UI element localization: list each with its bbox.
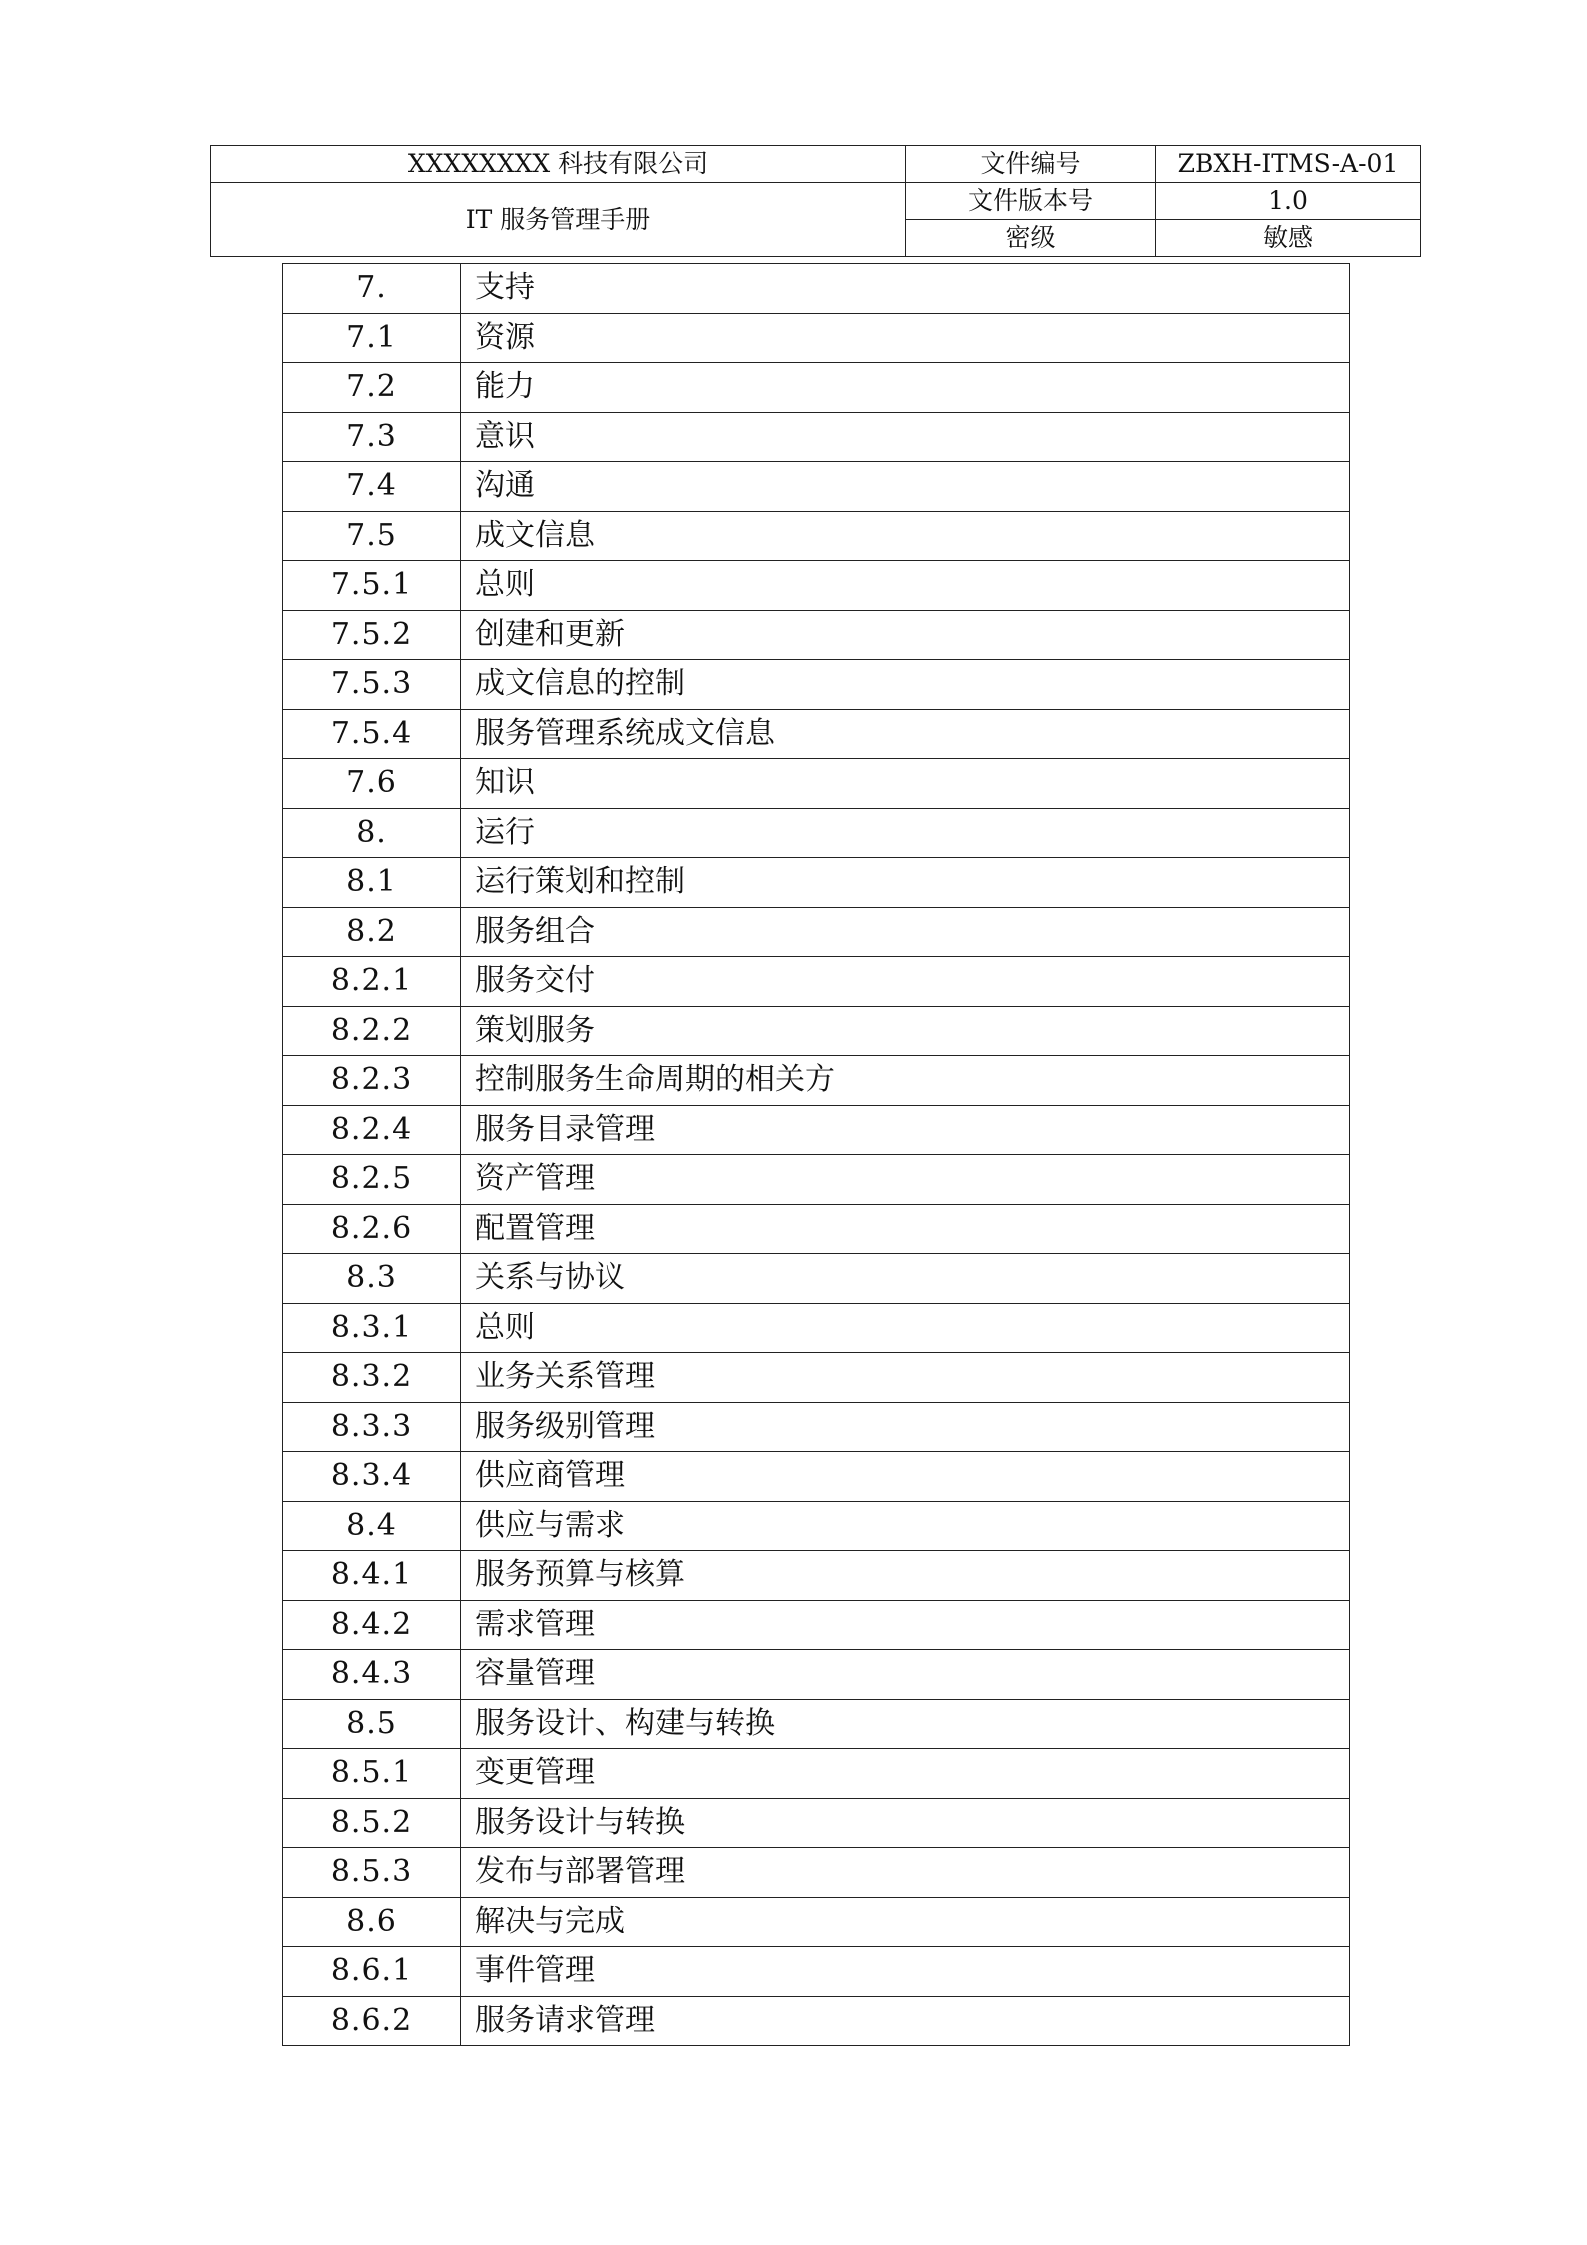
toc-row — [283, 1897, 1350, 1947]
toc-section-number: 8.2.5 — [283, 1155, 461, 1205]
toc-row — [283, 907, 1350, 957]
toc-row — [283, 1650, 1350, 1700]
toc-row — [283, 660, 1350, 710]
toc-row — [283, 808, 1350, 858]
toc-section-number: 7.3 — [283, 412, 461, 462]
toc-row — [283, 313, 1350, 363]
toc-section-title: 成文信息 — [461, 511, 1350, 561]
toc-section-number: 8.4.1 — [283, 1551, 461, 1601]
toc-section-title: 资源 — [461, 313, 1350, 363]
toc-section-number: 8.4.2 — [283, 1600, 461, 1650]
toc-section-number: 8.3.3 — [283, 1402, 461, 1452]
toc-row — [283, 1006, 1350, 1056]
toc-section-number: 7.5.4 — [283, 709, 461, 759]
toc-row — [283, 1600, 1350, 1650]
toc-section-number: 8.2 — [283, 907, 461, 957]
toc-section-number: 8.4.3 — [283, 1650, 461, 1700]
toc-row — [283, 1749, 1350, 1799]
toc-section-number: 7.5.3 — [283, 660, 461, 710]
toc-section-title: 容量管理 — [461, 1650, 1350, 1700]
toc-section-number: 8.5 — [283, 1699, 461, 1749]
toc-row — [283, 610, 1350, 660]
toc-table — [282, 263, 1350, 2046]
toc-section-title: 创建和更新 — [461, 610, 1350, 660]
toc-body — [283, 264, 1350, 2046]
toc-section-title: 事件管理 — [461, 1947, 1350, 1997]
toc-section-number: 7.2 — [283, 363, 461, 413]
toc-section-number: 8.2.1 — [283, 957, 461, 1007]
toc-row — [283, 957, 1350, 1007]
toc-row — [283, 1848, 1350, 1898]
toc-section-title: 控制服务生命周期的相关方 — [461, 1056, 1350, 1106]
toc-section-title: 服务请求管理 — [461, 1996, 1350, 2046]
toc-row — [283, 1155, 1350, 1205]
toc-row — [283, 1353, 1350, 1403]
toc-row — [283, 1501, 1350, 1551]
toc-section-title: 资产管理 — [461, 1155, 1350, 1205]
toc-row — [283, 858, 1350, 908]
toc-row — [283, 1947, 1350, 1997]
toc-section-number: 8.5.2 — [283, 1798, 461, 1848]
toc-section-title: 配置管理 — [461, 1204, 1350, 1254]
toc-section-number: 8.2.3 — [283, 1056, 461, 1106]
manual-title: IT 服务管理手册 — [211, 183, 906, 257]
toc-section-title: 供应商管理 — [461, 1452, 1350, 1502]
toc-section-title: 总则 — [461, 561, 1350, 611]
toc-section-number: 7.5.1 — [283, 561, 461, 611]
toc-section-title: 策划服务 — [461, 1006, 1350, 1056]
toc-section-title: 服务预算与核算 — [461, 1551, 1350, 1601]
toc-section-title: 服务设计与转换 — [461, 1798, 1350, 1848]
toc-section-title: 服务组合 — [461, 907, 1350, 957]
toc-section-title: 能力 — [461, 363, 1350, 413]
company-name: XXXXXXXX 科技有限公司 — [211, 146, 906, 183]
toc-section-number: 8.6.2 — [283, 1996, 461, 2046]
doc-number-label: 文件编号 — [906, 146, 1156, 183]
toc-section-title: 服务设计、构建与转换 — [461, 1699, 1350, 1749]
toc-section-number: 7.5.2 — [283, 610, 461, 660]
toc-section-title: 服务管理系统成文信息 — [461, 709, 1350, 759]
toc-section-number: 7.6 — [283, 759, 461, 809]
toc-row — [283, 1105, 1350, 1155]
toc-row — [283, 1452, 1350, 1502]
toc-section-number: 8.3.2 — [283, 1353, 461, 1403]
toc-row — [283, 1699, 1350, 1749]
toc-section-title: 服务级别管理 — [461, 1402, 1350, 1452]
toc-row — [283, 1551, 1350, 1601]
toc-section-number: 7.1 — [283, 313, 461, 363]
toc-section-title: 知识 — [461, 759, 1350, 809]
toc-section-title: 变更管理 — [461, 1749, 1350, 1799]
toc-section-title: 解决与完成 — [461, 1897, 1350, 1947]
toc-section-title: 运行策划和控制 — [461, 858, 1350, 908]
toc-section-title: 发布与部署管理 — [461, 1848, 1350, 1898]
toc-section-title: 关系与协议 — [461, 1254, 1350, 1304]
toc-row — [283, 1056, 1350, 1106]
document-header — [210, 145, 1421, 257]
toc-section-number: 8.4 — [283, 1501, 461, 1551]
toc-row — [283, 412, 1350, 462]
toc-section-number: 8.5.1 — [283, 1749, 461, 1799]
toc-section-title: 服务交付 — [461, 957, 1350, 1007]
toc-row — [283, 1402, 1350, 1452]
toc-section-title: 运行 — [461, 808, 1350, 858]
toc-section-title: 意识 — [461, 412, 1350, 462]
toc-section-number: 7.4 — [283, 462, 461, 512]
toc-row — [283, 264, 1350, 314]
toc-section-number: 8.3.1 — [283, 1303, 461, 1353]
toc-section-title: 供应与需求 — [461, 1501, 1350, 1551]
toc-row — [283, 1254, 1350, 1304]
toc-row — [283, 1303, 1350, 1353]
toc-row — [283, 462, 1350, 512]
toc-section-number: 8.2.6 — [283, 1204, 461, 1254]
toc-section-number: 7.5 — [283, 511, 461, 561]
toc-section-number: 8.5.3 — [283, 1848, 461, 1898]
toc-row — [283, 1996, 1350, 2046]
toc-row — [283, 561, 1350, 611]
toc-section-number: 8.3 — [283, 1254, 461, 1304]
toc-section-title: 业务关系管理 — [461, 1353, 1350, 1403]
toc-section-number: 8.2.2 — [283, 1006, 461, 1056]
secrecy-value: 敏感 — [1156, 220, 1421, 257]
toc-row — [283, 511, 1350, 561]
toc-section-title: 支持 — [461, 264, 1350, 314]
toc-section-title: 成文信息的控制 — [461, 660, 1350, 710]
toc-section-number: 8. — [283, 808, 461, 858]
toc-section-title: 沟通 — [461, 462, 1350, 512]
toc-section-number: 8.1 — [283, 858, 461, 908]
secrecy-label: 密级 — [906, 220, 1156, 257]
toc-row — [283, 363, 1350, 413]
toc-row — [283, 709, 1350, 759]
version-value: 1.0 — [1156, 183, 1421, 220]
toc-section-title: 总则 — [461, 1303, 1350, 1353]
toc-section-number: 8.3.4 — [283, 1452, 461, 1502]
doc-number-value: ZBXH-ITMS-A-01 — [1156, 146, 1421, 183]
toc-section-number: 8.6 — [283, 1897, 461, 1947]
toc-section-title: 服务目录管理 — [461, 1105, 1350, 1155]
toc-row — [283, 1798, 1350, 1848]
version-label: 文件版本号 — [906, 183, 1156, 220]
toc-row — [283, 1204, 1350, 1254]
toc-section-number: 8.6.1 — [283, 1947, 461, 1997]
toc-section-number: 8.2.4 — [283, 1105, 461, 1155]
toc-row — [283, 759, 1350, 809]
toc-section-number: 7. — [283, 264, 461, 314]
toc-section-title: 需求管理 — [461, 1600, 1350, 1650]
